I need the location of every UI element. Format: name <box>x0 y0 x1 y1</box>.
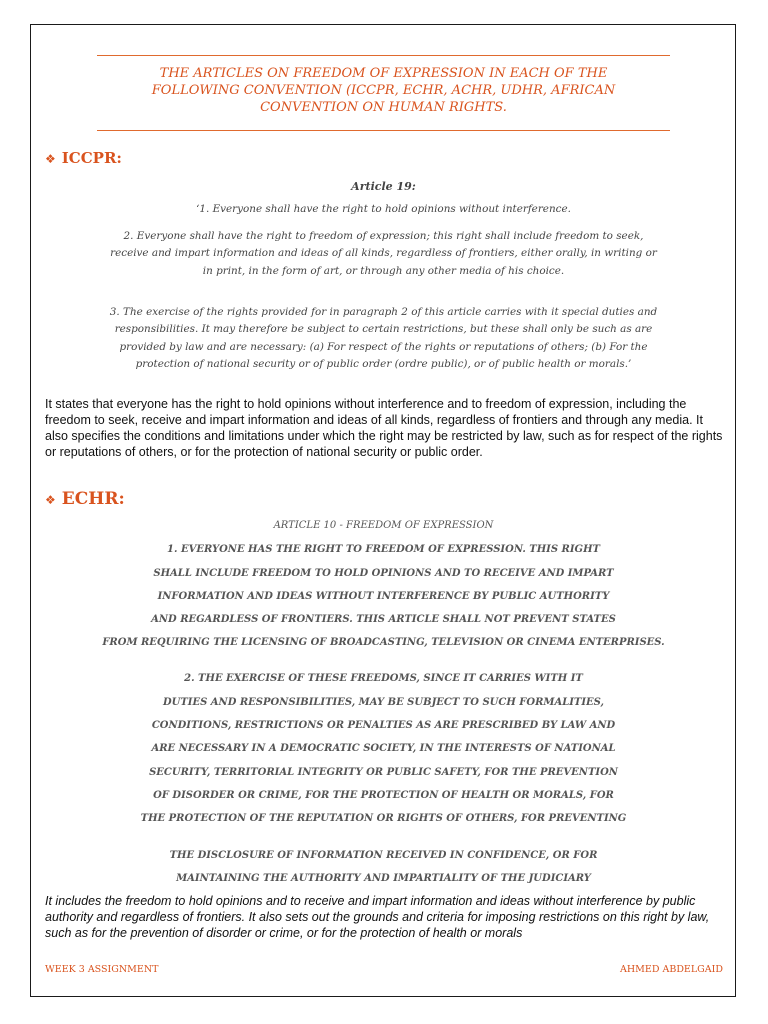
echr-line: FROM REQUIRING THE LICENSING OF BROADCASTING, TELEVISION OR CINEMA ENTERPRISES. <box>102 637 665 648</box>
echr-heading-label: ECHR: <box>61 489 125 509</box>
echr-line: MAINTAINING THE AUTHORITY AND IMPARTIALITY OF THE JUDICIARY <box>176 873 591 884</box>
echr-line: ARE NECESSARY IN A DEMOCRATIC SOCIETY, IN THE INTERESTS OF NATIONAL <box>151 743 616 754</box>
iccpr-para-3: 3. The exercise of the rights provided for in paragraph 2 of this article carries with it special duties and responsibilities. It may therefore be subject to certain restrictions, but these shall only be such as are provided by law and are necessary: (a) For respect of the rights or reputations of others; (b) For the protection of national security or of public order (ordre public), or of public health or morals.’ <box>109 306 658 370</box>
echr-line: AND REGARDLESS OF FRONTIERS. THIS ARTICLE SHALL NOT PREVENT STATES <box>151 614 616 625</box>
footer-author: AHMED ABDELGAID <box>620 964 723 975</box>
diamond-bullet-icon: ❖ <box>45 152 56 166</box>
echr-line: OF DISORDER OR CRIME, FOR THE PROTECTION OF HEALTH OR MORALS, FOR <box>153 790 614 801</box>
echr-line: ARTICLE 10 - FREEDOM OF EXPRESSION <box>273 520 494 531</box>
title-line-3: CONVENTION ON HUMAN RIGHTS. <box>260 100 507 115</box>
echr-line: CONDITIONS, RESTRICTIONS OR PENALTIES AS ARE PRESCRIBED BY LAW AND <box>151 720 616 731</box>
title-bottom-rule <box>97 130 670 131</box>
echr-line: THE PROTECTION OF THE REPUTATION OR RIGHTS OF OTHERS, FOR PREVENTING <box>140 813 627 824</box>
iccpr-heading-label: ICCPR: <box>61 149 122 167</box>
echr-summary: It includes the freedom to hold opinions and to receive and impart information and ideas without interference by public authority and regardless of frontiers. It also sets out the grounds and criteria for imposing restrictions on this right by law, such as for the prevention of disorder or crime, or for the protection of health or morals <box>45 894 710 940</box>
echr-line: SECURITY, TERRITORIAL INTEGRITY OR PUBLIC SAFETY, FOR THE PREVENTION <box>149 767 618 778</box>
echr-line: 1. EVERYONE HAS THE RIGHT TO FREEDOM OF EXPRESSION. THIS RIGHT <box>167 544 600 555</box>
iccpr-summary: It states that everyone has the right to hold opinions without interference and to freedom of expression, including the freedom to seek, receive and impart information and ideas of all kinds, regardless of frontiers and through any media. It also specifies the conditions and limitations under which the right may be restricted by law, such as for respect of the rights or reputations of others, or for the protection of national security or public order. <box>45 397 723 459</box>
title-line-1: THE ARTICLES ON FREEDOM OF EXPRESSION IN EACH OF THE <box>159 66 608 81</box>
diamond-bullet-icon: ❖ <box>45 493 56 507</box>
title-top-rule <box>97 55 670 56</box>
iccpr-para-2: 2. Everyone shall have the right to freedom of expression; this right shall include freedom to seek, receive and impart information and ideas of all kinds, regardless of frontiers, either orally, in writing or in print, in the form of art, or through any other media of his choice. <box>110 230 657 277</box>
echr-line: 2. THE EXERCISE OF THESE FREEDOMS, SINCE IT CARRIES WITH IT <box>184 673 583 684</box>
echr-line: DUTIES AND RESPONSIBILITIES, MAY BE SUBJECT TO SUCH FORMALITIES, <box>162 697 605 708</box>
title-line-2: FOLLOWING CONVENTION (ICCPR, ECHR, ACHR, UDHR, AFRICAN <box>151 83 616 98</box>
echr-line: SHALL INCLUDE FREEDOM TO HOLD OPINIONS AND TO RECEIVE AND IMPART <box>153 568 614 579</box>
footer-assignment: WEEK 3 ASSIGNMENT <box>45 964 159 975</box>
iccpr-para-1: ‘1. Everyone shall have the right to hold opinions without interference. <box>196 203 571 215</box>
echr-line: INFORMATION AND IDEAS WITHOUT INTERFERENCE BY PUBLIC AUTHORITY <box>157 591 610 602</box>
iccpr-heading <box>45 149 122 167</box>
echr-heading <box>45 489 125 509</box>
document-title <box>97 65 670 116</box>
echr-line: THE DISCLOSURE OF INFORMATION RECEIVED IN CONFIDENCE, OR FOR <box>169 850 598 861</box>
iccpr-article-title: Article 19: <box>351 180 416 193</box>
